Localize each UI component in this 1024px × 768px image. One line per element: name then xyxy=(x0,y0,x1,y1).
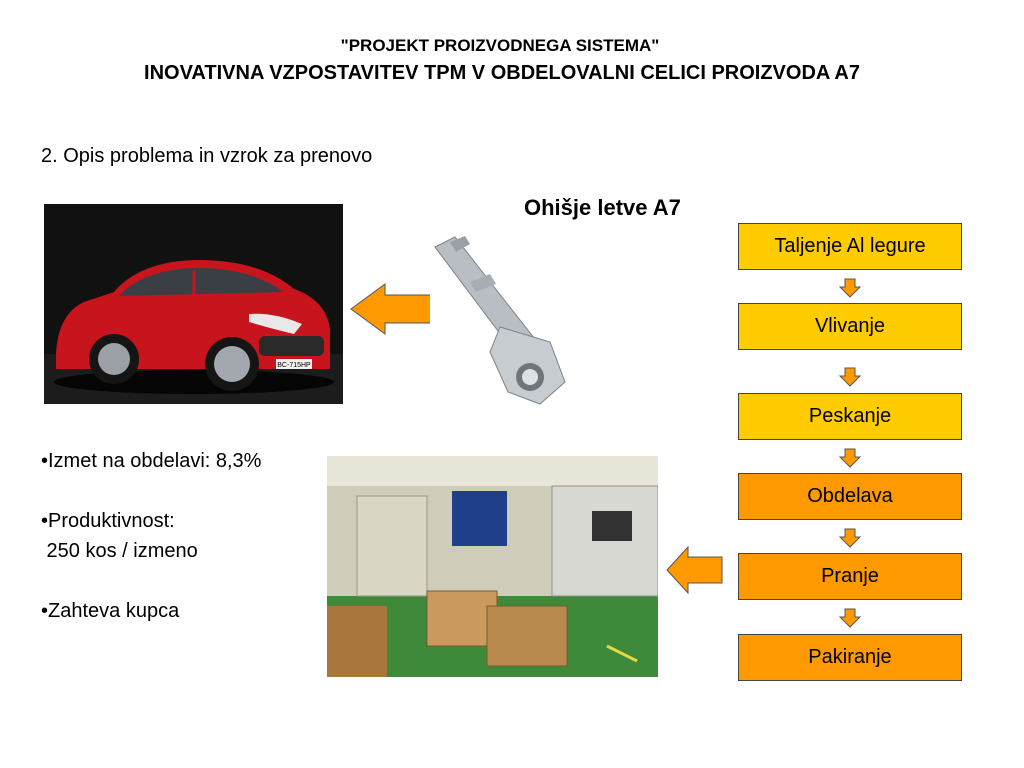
license-plate: BC-715HP xyxy=(277,362,311,369)
car-photo xyxy=(44,204,343,404)
factory-illustration xyxy=(327,456,658,677)
customer-bullet: •Zahteva kupca xyxy=(41,600,180,622)
bullet-list xyxy=(41,446,261,626)
process-step-sandblasting: Peskanje xyxy=(738,393,962,440)
part-photo xyxy=(430,232,570,410)
down-arrow-icon xyxy=(838,528,862,548)
scrap-bullet: •Izmet na obdelavi: 8,3% xyxy=(41,450,262,472)
part-title: Ohišje letve A7 xyxy=(524,195,681,220)
main-title: INOVATIVNA VZPOSTAVITEV TPM V OBDELOVALNI CELICI PROIZVODA A7 xyxy=(144,62,860,84)
project-title: "PROJEKT PROIZVODNEGA SISTEMA" xyxy=(340,36,660,55)
process-step-casting: Vlivanje xyxy=(738,303,962,350)
process-step-melting: Taljenje Al legure xyxy=(738,223,962,270)
left-arrow-icon xyxy=(666,546,724,594)
section-heading: 2. Opis problema in vzrok za prenovo xyxy=(41,145,373,167)
down-arrow-icon xyxy=(838,608,862,628)
process-step-washing: Pranje xyxy=(738,553,962,600)
productivity-value: 250 kos / izmeno xyxy=(41,540,198,562)
productivity-bullet: •Produktivnost: xyxy=(41,510,175,532)
down-arrow-icon xyxy=(838,367,862,387)
down-arrow-icon xyxy=(838,448,862,468)
down-arrow-icon xyxy=(838,278,862,298)
factory-photo xyxy=(327,456,658,677)
process-step-packaging: Pakiranje xyxy=(738,634,962,681)
car-illustration xyxy=(44,204,343,404)
housing-part-illustration xyxy=(430,232,570,410)
process-step-machining: Obdelava xyxy=(738,473,962,520)
